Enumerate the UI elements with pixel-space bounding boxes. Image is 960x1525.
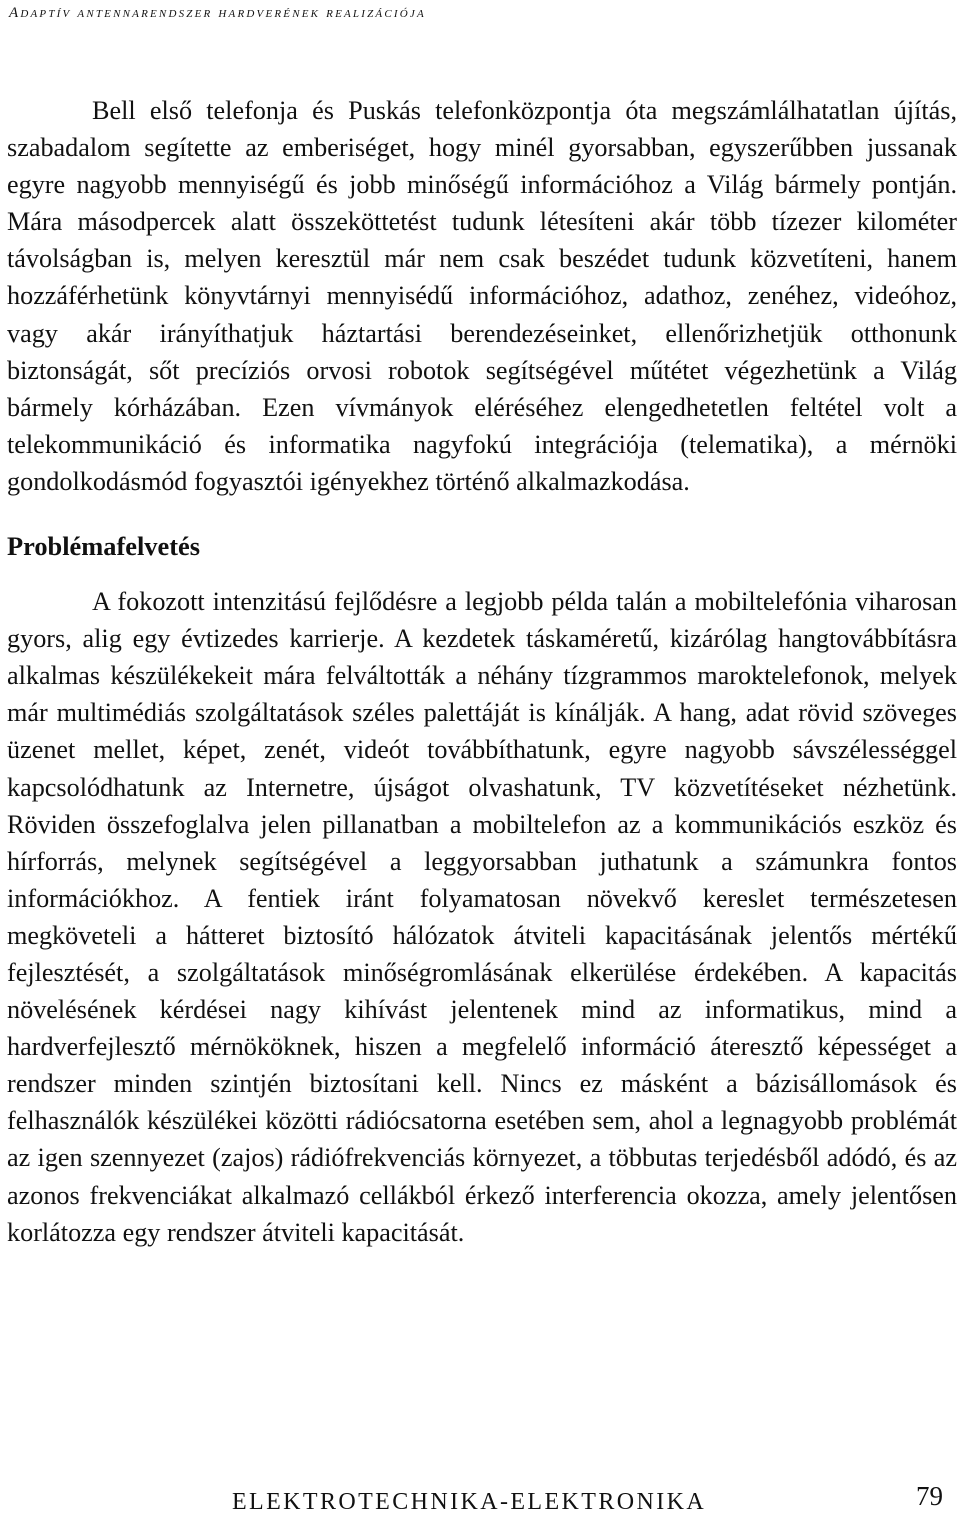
footer-journal-title: ELEKTROTECHNIKA-ELEKTRONIKA <box>232 1489 707 1515</box>
article-body <box>7 92 957 1251</box>
problem-paragraph: A fokozott intenzitású fejlődésre a legjobb példa talán a mobiltelefónia viharosan gyors, alig egy évtizedes karrierje. A kezdetek táskaméretű, kizárólag hangtovábbításra alkalmas készülékekeit mára felváltották a néhány tízgrammos maroktelefonok, melyek már multimédiás szolgáltatások széles palettáját is kínálják. A hang, adat rövid szöveges üzenet mellet, képet, zenét, videót továbbíthatunk, egyre nagyobb sávszélességgel kapcsolódhatunk az Internetre, újságot olvashatunk, TV közvetítéseket nézhetünk. Röviden összefoglalva jelen pillanatban a mobiltelefon az a kommunikációs eszköz és hírforrás, melynek segítségével a leggyorsabban juthatunk a számunkra fontos információkhoz. A fentiek iránt folyamatosan növekvő kereslet természetesen megköveteli a hátteret biztosító hálózatok átviteli kapacitásának jelentős mértékű fejlesztését, a szolgáltatások minőségromlásának elkerülése érdekében. A kapacitás növelésének kérdései nagy kihívást jelentenek mind az informatikus, mind a hardverfejlesztő mérnököknek, hiszen a megfelelő információ áteresztő képességet a rendszer minden szintjén biztosítani kell. Nincs ez másként a bázisállomások és felhasználók készülékei közötti rádiócsatorna esetében sem, ahol a legnagyobb problémát az igen szennyezet (zajos) rádiófrekvenciás környezet, a többutas terjedésből adódó, és az azonos frekvenciákat alkalmazó cellákból érkező interferencia okozza, amely jelentősen korlátozza egy rendszer átviteli kapacitását. <box>7 587 957 1247</box>
intro-paragraph: Bell első telefonja és Puskás telefonközpontja óta megszámlálhatatlan újítás, szabadalom segítette az emberiséget, hogy minél gyorsabban, egyszerűbben jussanak egyre nagyobb mennyiségű és jobb minőségű információhoz a Világ bármely pontján. Mára másodpercek alatt összeköttetést tudunk létesíteni akár több tízezer kilométer távolságban is, melyen keresztül már nem csak beszédet tudunk közvetíteni, hanem hozzáférhetünk könyvtárnyi mennyisédű információhoz, adathoz, zenéhez, videóhoz, vagy akár irányíthatjuk háztartási berendezéseinket, ellenőrizhetjük otthonunk biztonságát, sőt precíziós orvosi robotok segítségével műtétet végezhetünk a Világ bármely kórházában. Ezen vívmányok eléréséhez elengedhetetlen feltétel volt a telekommunikáció és informatika nagyfokú integrációja (telematika), a mérnöki gondolkodásmód fogyasztói igényekhez történő alkalmazkodása. <box>7 96 957 496</box>
running-header: Adaptív antennarendszer hardverének realizációja <box>9 5 426 21</box>
section-heading: Problémafelvetés <box>7 531 200 562</box>
page-number: 79 <box>916 1481 943 1511</box>
